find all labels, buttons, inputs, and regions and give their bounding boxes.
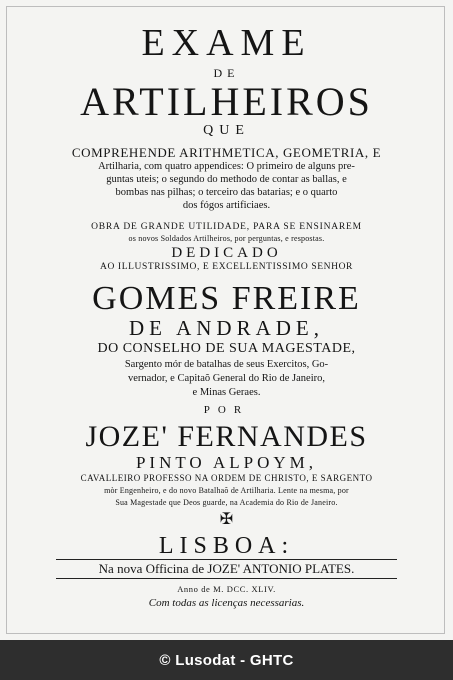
year-line: Anno de M. DCC. XLIV. [177,584,276,594]
copyright-footer [0,640,453,680]
printer-line: Na nova Officina de JOZE' ANTONIO PLATES. [98,561,355,576]
description-line-3: bombas nas pilhas; o terceiro das batarias; e o quarto [115,187,338,198]
obra-line-2: os novos Soldados Artilheiros, por perguntas, e respostas. [128,234,325,243]
author-description-1: CAVALLEIRO PROFESSO NA ORDEM DE CHRISTO, E SARGENTO [80,473,373,483]
title-artilheiros: ARTILHEIROS [80,79,373,124]
printer-rule-bottom [56,578,397,579]
copyright-text: © Lusodat - GHTC [159,651,294,669]
author-description-2: mòr Engenheiro, e do novo Batalhaõ de Artilharia. Lente na mesma, por [104,486,349,495]
por-label: POR [203,404,250,416]
place-lisboa: LISBOA: [158,533,295,559]
title-de: DE [213,66,240,80]
licence-line: Com todas as licenças necessarias. [148,597,305,609]
description-line-4: dos fógos artificiaes. [182,200,271,211]
printer-rule-top [56,559,397,560]
conselho-line: DO CONSELHO DE SUA MAGESTADE, [97,341,356,356]
obra-line-1: OBRA DE GRANDE UTILIDADE, PARA SE ENSINAREM [91,222,362,232]
patron-description-2: vernador, e Capitaõ General do Rio de Janeiro, [128,373,325,384]
dedicado-heading: DEDICADO [171,245,282,261]
author-description-3: Sua Magestade que Deos guarde, na Academia do Rio de Janeiro. [115,498,338,507]
patron-name-line-2: DE ANDRADE, [129,316,324,340]
description-line-1: Artilharia, com quatro appendices: O primeiro de alguns pre- [98,161,355,172]
patron-description-1: Sargento mór de batalhas de seus Exercitos, Go- [124,359,329,370]
title-exame: EXAME [141,22,312,64]
comprehende-line: COMPREHENDE ARITHMETICA, GEOMETRIA, E [71,145,382,160]
author-name-line-2: PINTO ALPOYM, [135,453,318,472]
cross-ornament-icon: ✠ [219,511,234,528]
patron-name-line-1: GOMES FREIRE [92,280,361,317]
title-que: QUE [203,123,250,138]
patron-description-3: e Minas Geraes. [192,387,261,398]
dedicatee-intro: AO ILLUSTRISSIMO, E EXCELLENTISSIMO SENHOR [100,262,353,272]
description-line-2: guntas uteis; o segundo do methodo de contar as ballas, e [106,174,347,185]
author-name-line-1: JOZE' FERNANDES [85,420,368,453]
